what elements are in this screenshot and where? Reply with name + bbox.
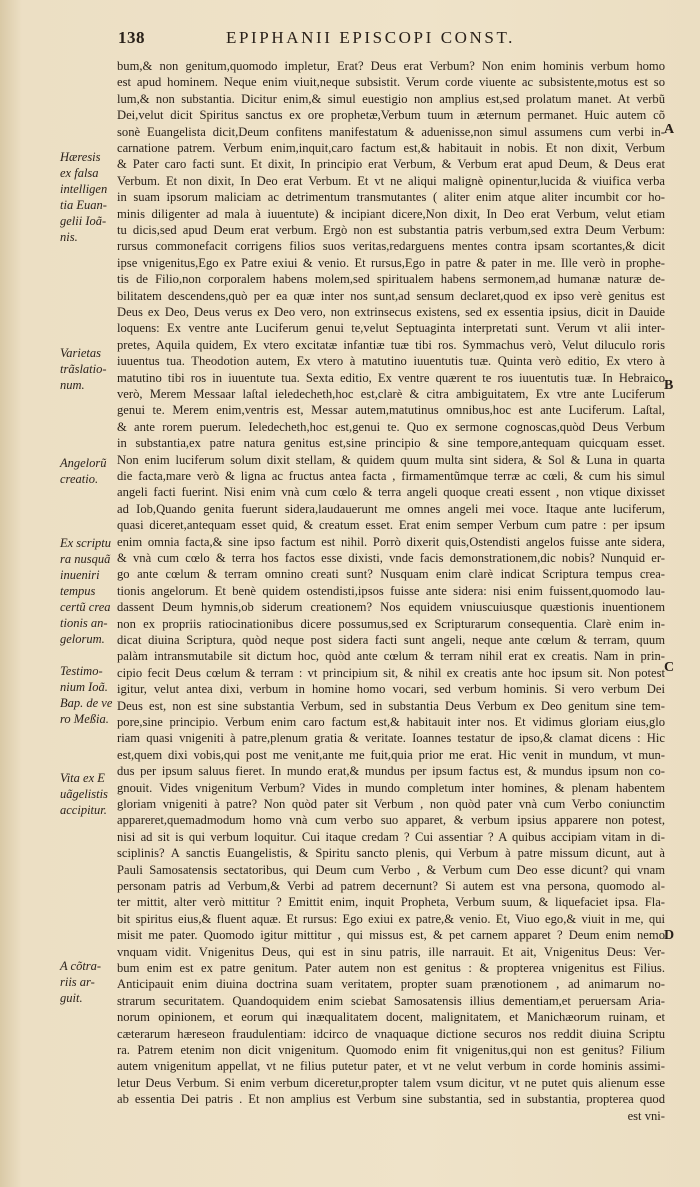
text-line: est,quem dixi vobis,qui post me venit,ante me fuit,quia prior me erat. Hic venit in mundum, vt mun- xyxy=(117,747,665,762)
text-line: misit me pater. Quomodo igitur mittitur , qui missus est, & pet carnem apparet ? Deum enim nemo xyxy=(117,928,665,943)
margin-note-vita: Vita ex E uãgelistis accipitur. xyxy=(60,771,108,817)
section-mark-a: A xyxy=(664,122,675,137)
text-line: iuuentus tua. Theodotion autem, Ex vtero à matutino iuuentutis tuæ. Quinta verò editio, Ex vtero à xyxy=(117,354,665,369)
margin-note-ex-scriptura: Ex scriptu ra nusquã inueniri tempus certũ crea tionis an- gelorum. xyxy=(60,536,112,646)
text-line: ter mittit, alter verò mittitur ? Emittit enim, inquit Propheta, Verbum suum, & liquefaciet ipsa. Fla- xyxy=(117,895,665,910)
text-line: norum opinionem, et eorum qui inæqualitatem docent, malignitatem, et Manichæorum ruinam, et xyxy=(117,1010,665,1025)
section-mark-b: B xyxy=(664,378,674,393)
text-line: bum enim est ex patre genitum. Pater autem non est genitus : & propterea vnigenitus est Filius. xyxy=(117,961,665,975)
text-line: & vnà cum cœlo & terra hos factos esse dixisti, vnde facis demonstrationem,dic nobis? Nunquid er- xyxy=(117,551,665,565)
text-line: rursus commonefacit corrigens filios suos veritas,redarguens mentes contra ipsam scortantes,& dicit xyxy=(117,239,665,254)
text-line: igitur, velut antea dixi, verbum in homine homo vocari, sed verbum hominis. Si vero verbum Dei xyxy=(117,682,665,697)
section-mark-c: C xyxy=(664,660,675,675)
text-line: ra. Patrem etenim non dicit vnigenitum. Quomodo enim fit vnigenitus,qui non est genitus? Filium xyxy=(117,1043,665,1057)
text-line: bilitatem descendens,quò per ea quæ inter nos sunt,ad sensum declaret,quod ex ipso verè genitus est xyxy=(117,288,665,303)
text-line: Non enim luciferum solum dixit stellam, & quidem quum multa sint sidera, & Sol & Luna in quarta xyxy=(117,452,665,467)
text-line: Anticipauit enim diuina doctrina suam veritatem, propter suam prænotionem , ad animarum no- xyxy=(117,977,665,992)
text-line: gnouit. Vides vnigenitum Verbum? Vides in mundo completum inter homines, & plenam habentem xyxy=(117,780,665,795)
text-line: genui te. Merem enim,ventris est, Messar autem,matutinus omnibus,hoc est ante Luciferum. Laſtal, xyxy=(117,403,665,418)
text-line: cipio fecit Deus cœlum & terram : vt principium sit, & nihil ex creatis ante hoc ipsum sit. Non potest xyxy=(117,665,665,680)
text-line: loquens: Ex ventre ante Luciferum genui te,velut Septuaginta interpretati sunt. Verum vt alii inter- xyxy=(117,321,665,336)
text-line: bit spiritus eius,& fluent aquæ. Et rursus: Ego exiui ex patre,& venio. Et, Viuo ego,& viuit in me, qui xyxy=(117,911,665,926)
text-line: autem vnigenitum appellat, vt ne filius putetur pater, et vt ne velut verbum in corde hominis assimi- xyxy=(117,1059,665,1074)
text-line: & ante rorem puerum. Ieledecheth,hoc est,genui te. Quo ex sermone cognoscas,quòd Deus Verbum xyxy=(117,419,665,434)
margin-note-testimonium: Testimo- nium Ioã. Bap. de ve ro Meßia. xyxy=(60,664,113,726)
running-head: EPIPHANII EPISCOPI CONST. xyxy=(226,28,516,47)
text-line: Deus est, non est sine substantia Verbum, sed in substantia Deus Verbum ex Deo genitum sine tem- xyxy=(117,698,665,713)
text-line: Deus ex Deo, Deus verus ex Deo vero, non extrinsecus existens, sed ex essentia ipsius, dicit in Dauide xyxy=(117,305,665,319)
text-line: vnquam vidit. Vnigenitus Deus, qui est in sinu patris, ille narrauit. Et ait, Vnigenitus Deus: Ver- xyxy=(117,944,665,959)
text-body xyxy=(117,58,665,1168)
text-line: tis de Filio,non corporalem habens molem,sed spiritualem habens sermonem,ad humanæ naturæ de- xyxy=(117,272,665,287)
text-line: dus per ipsum saluus fieret. In mundo erat,& mundus per ipsum factus est, & mundus ipsum non co- xyxy=(117,764,665,779)
text-line: tionis angelorum. Et benè quidem ostendisti,ipsos fuisse ante sidera: nisi enim fuissent,quomodo lau- xyxy=(117,583,665,598)
text-line: non ex propriis ratiocinationibus dicere possumus,sed ex Scripturarum consequentia. Clarè enim in- xyxy=(117,616,665,631)
section-marks xyxy=(664,0,694,1187)
text-line: ab essentia Dei patris . Et non amplius est Verbum sine substantia, sed in substantia, propterea quod xyxy=(117,1092,665,1107)
text-line: Verbum. Et non dixit, In Deo erat Verbum. Et vt ne aliqui malignè opinentur,lucida & viuifica verba xyxy=(117,173,665,188)
text-line: palàm intransmutabile sit dictum hoc, quòd ante cœlum & terram nihil erat ex creatis. Nam in prin- xyxy=(117,649,665,664)
text-line: Dei,velut dicit Spiritus sanctus ex ore prophetæ,Verbum tuum in æternum permanet. Huic autem cõ xyxy=(117,108,665,123)
text-line: Pauli Samosatensis sectatoribus, qui Deum cum Verbo , & Verbum cum Deo esse dicunt? qui vnam xyxy=(117,862,665,877)
margin-notes xyxy=(60,0,116,1187)
text-line: letur Deus Verbum. Si enim verbum diceretur,propter talem vsum dicitur, vt ne putet quis alienum esse xyxy=(117,1075,665,1090)
text-line: personam patris ad Verbum,& Verbi ad patrem decernunt? Si autem est vna persona, quomodo al- xyxy=(117,879,665,893)
text-line: in suam ipsorum maliciam ac detrimentum transmutantes ( aliter enim atque aliter incumbit cor ho- xyxy=(117,190,665,205)
margin-note-heresis: Hæresis ex falsa intelligen tia Euan- gelii Ioã- nis. xyxy=(60,150,108,244)
text-line: tu dicis,sed apud Deum erat verbum. Ergò non est substantia patris verbum,sed extra Deum Verbum: xyxy=(117,223,665,237)
margin-note-varietas: Varietas trãslatio- num. xyxy=(60,346,107,392)
text-line: ad Iob,Quando genita fuerunt sidera,laudauerunt me omnes angeli mei voce. Itaque ante luciferum, xyxy=(117,501,665,516)
text-line: pretes, Aquila quidem, Ex vtero excitatæ infantiæ tuæ tibi ros. Symmachus verò, Velut diluculo roris xyxy=(117,337,665,352)
text-line: minis diligenter ad mala à iuuentute) & incipiant dicere,Non dixit, In Deo erat Verbum, velut etiam xyxy=(117,206,665,221)
text-line: cæterarum hæreseon fraudulentiam: idcirco de vnaquaque dictione securos nos reddit diuina Scriptu xyxy=(117,1026,665,1041)
section-mark-d: D xyxy=(664,928,675,943)
text-line: angeli facti fuerint. Nisi enim vnà cum cœlo & terra angeli quoque creati essent , non vtique dixisset xyxy=(117,485,665,500)
text-line: dassent Deum hymnis,ob siderum creationem? Nos equidem vniuscuiusque quæstionis inuentionem xyxy=(117,600,665,615)
page-header xyxy=(118,28,658,50)
text-line: & Pater caro facti sunt. Et dixit, In principio erat Verbum, & Verbum erat apud Deum, & Deus erat xyxy=(117,157,665,172)
margin-note-angelorum: Angelorũ creatio. xyxy=(60,456,107,486)
text-line: riam quasi vnigeniti à patre,plenum gratia & veritate. Ioannes testatur de ipso,& clamat dicens : Hic xyxy=(117,731,665,746)
text-line: die facta,mare verò & ligna ac fructus antea facta , firmamentũmque terræ ac cœli, & cum his simul xyxy=(117,469,665,483)
text-line: strarum securitatem. Quandoquidem enim sciebat Samosatensis illius dementiam,et peruersam Aria- xyxy=(117,993,665,1008)
text-line: ipse vnigenitus,Ego ex Patre exiui & venio. Et rursus,Ego in patre & pater in me. Ille verò in prophe- xyxy=(117,255,665,270)
text-line: lum,& non substantia. Dicitur enim,& simul euestigio non amplius est,sed prolatum manet. At verbũ xyxy=(117,91,665,106)
text-line: verò, Merem Messaar laſtal ieledecheth,hoc est,clarè & citra ambiguitatem, Ex vtre ante Luciferum xyxy=(117,387,665,401)
text-line: appareret,quemadmodum homo vnà cum verbo suo apparet, & verbum ipsius apparere non potest, xyxy=(117,813,665,828)
text-line: enim omnia facta,& sine ipso factum est nihil. Porrò dixerit quis,Ostendisti angelos fuisse ante sidera, xyxy=(117,534,665,549)
text-line: in substantia,ex patre natura genitus est,sine principio & sine tempore,antequam quicquam esset. xyxy=(117,436,665,451)
page-number: 138 xyxy=(118,28,145,47)
text-line: gloriam vnigeniti à patre? Non quòd pater sit Verbum , non quòd pater vnà cum Verbo coniunctim xyxy=(117,797,665,811)
margin-note-contrariis: A cõtra- riis ar- guit. xyxy=(60,959,102,1005)
text-line: matutino tibi ros in iuuentute tua. Sexta editio, Ex ventre quærent te ros iuuentutis tuæ. In Hebraico xyxy=(117,370,665,385)
text-line: go ante cœlum & terram omnino creati sunt? Nusquam enim clarè indicat Scriptura tempus crea- xyxy=(117,567,665,582)
text-line: sciplinis? A sanctis Euangelistis, & Spiritu sancto plenis, qui Verbum à patre missum dicunt, aut à xyxy=(117,846,665,861)
text-line: bum,& non genitum,quomodo impletur, Erat? Deus erat Verbum? Non enim hominis verbum homo xyxy=(117,59,665,73)
text-line: quasi diceret,antequam esset quid, & creatum esset. Erat enim semper Verbum cum patre : per ipsum xyxy=(117,518,665,533)
text-line: sonè Euangelista dicit,Deum confitens manifestatum & aduenisse,non simul assumens cum verbi in- xyxy=(117,124,665,139)
text-line: nisi ad sit is qui verbum loquitur. Cui itaque credam ? Cui assentiar ? A quibus accipiam vitam in di- xyxy=(117,829,665,844)
text-line: est apud hominem. Neque enim viuit,neque subsistit. Verum corde viuente ac subsistente,motus est so xyxy=(117,75,665,90)
text-line: carnatione patrem. Verbum enim,inquit,caro factum est,& habitauit in nobis. Et non dixit, Verbum xyxy=(117,141,665,155)
text-line: dicat diuina Scriptura, quòd neque post sidera facti sunt angeli, neque ante cœlum & terram, quum xyxy=(117,633,665,647)
text-line: est vni- xyxy=(627,1108,665,1123)
text-line: pore,sine principio. Verbum enim caro factum est,& habitauit inter nos. Et vidimus gloriam eius,glo xyxy=(117,715,665,729)
